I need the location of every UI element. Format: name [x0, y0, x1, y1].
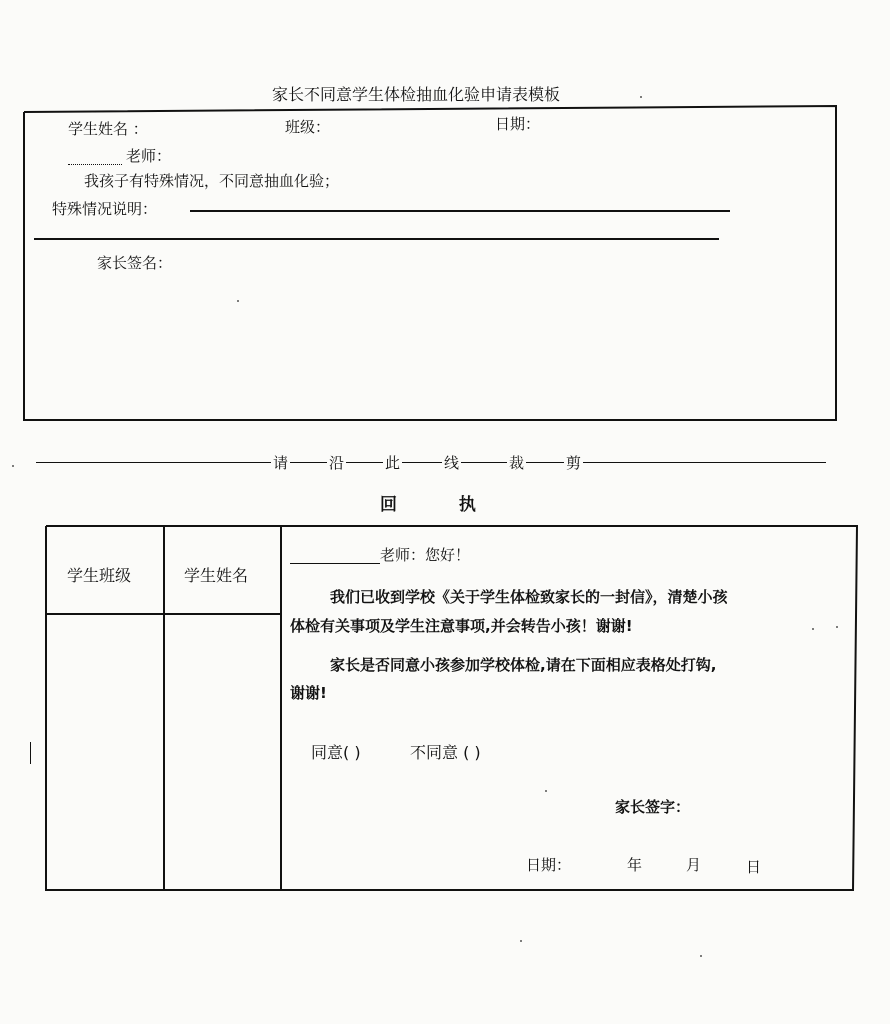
date-label: 日期：: [495, 115, 541, 133]
teacher-name-blank[interactable]: [290, 563, 380, 564]
signature-label: 家长签字：: [615, 798, 691, 816]
date-year: 年: [627, 856, 643, 874]
form-title: 家长不同意学生体检抽血化验申请表模板: [272, 85, 561, 104]
scan-mark: [30, 742, 31, 764]
class-label: 班级：: [285, 118, 331, 136]
cut-line: [36, 462, 826, 463]
col-class-header: 学生班级: [67, 566, 132, 585]
explanation-line-1[interactable]: [190, 210, 730, 212]
receipt-para2-line2: 谢谢!: [290, 684, 327, 702]
receipt-greeting: 老师：您好！: [380, 546, 471, 564]
parent-signature-label: 家长签名：: [97, 254, 173, 272]
receipt-para1-line1: 我们已收到学校《关于学生体检致家长的一封信》，清楚小孩: [330, 588, 728, 606]
scan-speck: [545, 790, 547, 792]
teacher-blank[interactable]: [68, 150, 122, 165]
explanation-label: 特殊情况说明：: [52, 200, 158, 218]
cut-word-2: 沿: [329, 454, 345, 472]
scan-speck: [812, 628, 814, 630]
teacher-salutation: 老师：: [126, 147, 172, 165]
receipt-para1-line2: 体检有关事项及学生注意事项,并会转告小孩！谢谢!: [290, 617, 633, 635]
receipt-title: 回 执: [380, 495, 504, 515]
form-box: [0, 0, 890, 440]
col-name-header: 学生姓名: [184, 566, 249, 585]
scan-speck: [700, 955, 702, 957]
date-month: 月: [686, 856, 702, 874]
cut-word-5: 裁: [509, 454, 525, 472]
statement-text: 我孩子有特殊情况，不同意抽血化验；: [84, 172, 340, 190]
scan-speck: [237, 300, 239, 302]
receipt-para2-line1: 家长是否同意小孩参加学校体检,请在下面相应表格处打钩,: [330, 656, 717, 674]
date-day: 日: [746, 858, 762, 876]
cut-word-3: 此: [385, 454, 401, 472]
cut-word-1: 请: [273, 454, 289, 472]
agree-option[interactable]: 同意( ): [311, 743, 361, 762]
cut-word-4: 线: [444, 454, 460, 472]
scan-speck: [520, 940, 522, 942]
scan-speck: [836, 626, 838, 628]
explanation-line-2[interactable]: [34, 238, 719, 240]
receipt-date-label: 日期：: [526, 856, 572, 874]
cut-word-6: 剪: [566, 454, 582, 472]
scan-speck: [12, 465, 14, 467]
student-name-label: 学生姓名 ：: [68, 120, 148, 138]
disagree-option[interactable]: 不同意 ( ): [410, 743, 481, 762]
